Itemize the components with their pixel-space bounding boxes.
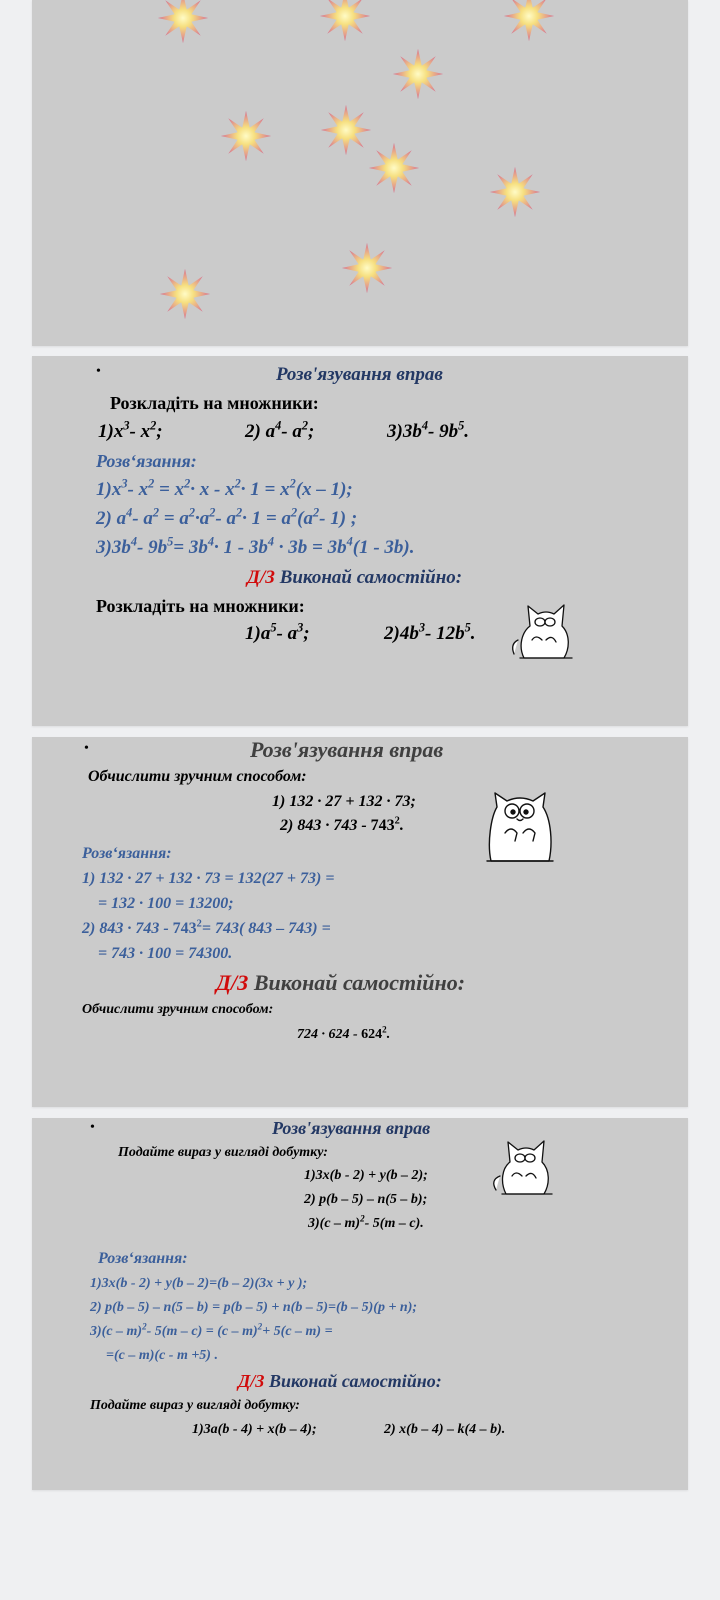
solution-line-2: = 132 · 100 = 13200; — [98, 895, 234, 912]
slide-title: Розв'язування вправ — [276, 364, 443, 385]
star-icon — [218, 108, 274, 164]
solution-line-3: 2) $843 \cdot 743 - 743^2= 743$( 843 – 743) = — [82, 918, 331, 937]
homework-task: Подайте вираз у вигляді добутку: — [90, 1398, 300, 1413]
solution-label: Розв‘язання: — [82, 845, 172, 862]
solution-line-4: =(c – m)(c - m +5) . — [106, 1348, 218, 1363]
homework-1: 1)3a(b - 4) + x(b – 4); — [192, 1422, 317, 1437]
slide-calculation — [32, 737, 688, 1107]
slide-stars — [32, 0, 688, 346]
homework-task: Розкладіть на множники: — [96, 596, 305, 616]
solution-line-2: 2) p(b – 5) – n(5 – b) = p(b – 5) + n(b – 5)=(b – 5)(p + n); — [90, 1300, 418, 1315]
exercise-2: 2) p(b – 5) – n(5 – b); — [304, 1192, 428, 1207]
solution-label: Розв‘язання: — [98, 1250, 188, 1267]
exercise-3: 3)(c – m)$^2$- 5(m – c). — [308, 1213, 424, 1231]
exercise-2: 2) $843 \cdot 743 - 743^2$. — [280, 815, 404, 834]
cat-illustration — [488, 1132, 558, 1198]
bullet: • — [84, 741, 89, 756]
solution-line-1: 1)3x(b - 2) + y(b – 2)=(b – 2)(3x + y ); — [90, 1276, 308, 1291]
homework-task: Обчислити зручним способом: — [82, 1002, 274, 1017]
solution-line-1: 1) 132 · 27 + 132 · 73 = 132(27 + 73) = — [82, 870, 335, 887]
task-text: Розкладіть на множники: — [110, 393, 319, 413]
exercise-2: 2) $a^4-$ $a^2$; — [245, 418, 315, 442]
star-icon — [390, 46, 446, 102]
exercise-1: 1)3x(b - 2) + y(b – 2); — [304, 1168, 428, 1183]
solution-label: Розв‘язання: — [96, 451, 197, 471]
homework-1: $1)a^5-$ $a^3$; — [245, 620, 310, 644]
star-icon — [487, 164, 543, 220]
bullet: • — [96, 364, 101, 379]
solution-line-4: = 743 · 100 = 74300. — [98, 945, 233, 962]
star-icon — [501, 0, 557, 44]
slide-title: Розв'язування вправ — [272, 1118, 431, 1138]
bullet: • — [90, 1120, 95, 1135]
task-text: Подайте вираз у вигляді добутку: — [118, 1145, 328, 1160]
exercise-3: $3)3b^4-$ $9b^5$. — [387, 418, 469, 442]
star-icon — [339, 240, 395, 296]
slide-title: Розв'язування вправ — [250, 737, 444, 762]
solution-line-1: $1)x^3-$ $x^2 = x^2\cdot x - x^2\cdot 1 = x^2(x - 1)$; — [96, 476, 353, 500]
star-icon — [366, 140, 422, 196]
solution-line-3: $3)3b^4-$ $9b^5= 3b^4\cdot 1 - 3b^4 \cdot 3b = 3b^4(1 - 3b)$. — [96, 534, 415, 558]
star-icon — [317, 0, 373, 44]
homework-heading: Д/З Виконай самостійно: — [238, 1371, 442, 1391]
solution-line-3: 3)(c – m)$^2$- 5(m – c) = (c – m)$^2$+ 5(c – m) = — [90, 1321, 333, 1339]
task-text: Обчислити зручним способом: — [88, 768, 307, 785]
homework-1: $724 \cdot 624 - 624^2$. — [297, 1024, 391, 1042]
slide-factoring — [32, 356, 688, 726]
exercise-1: 1) 132 · 27 + 132 · 73; — [272, 793, 416, 810]
solution-line-2: 2) $a^4-$ $a^2 = a^2\cdot a^2-$ $a^2\cdot 1 = a^2(a^2-$ 1) ; — [96, 505, 358, 529]
cat-illustration — [485, 787, 555, 863]
homework-heading: Д/З Виконай самостійно: — [247, 567, 463, 588]
star-icon — [157, 266, 213, 322]
homework-heading: Д/З Виконай самостійно: — [216, 970, 466, 995]
exercise-1: $1)x^3-$ $x^2$; — [98, 418, 163, 442]
cat-illustration — [508, 596, 578, 662]
star-icon — [155, 0, 211, 46]
homework-2: $2)4b^3-$ $12b^5$. — [384, 620, 476, 644]
slide-product — [32, 1118, 688, 1490]
homework-2: 2) x(b – 4) – k(4 – b). — [384, 1422, 506, 1437]
